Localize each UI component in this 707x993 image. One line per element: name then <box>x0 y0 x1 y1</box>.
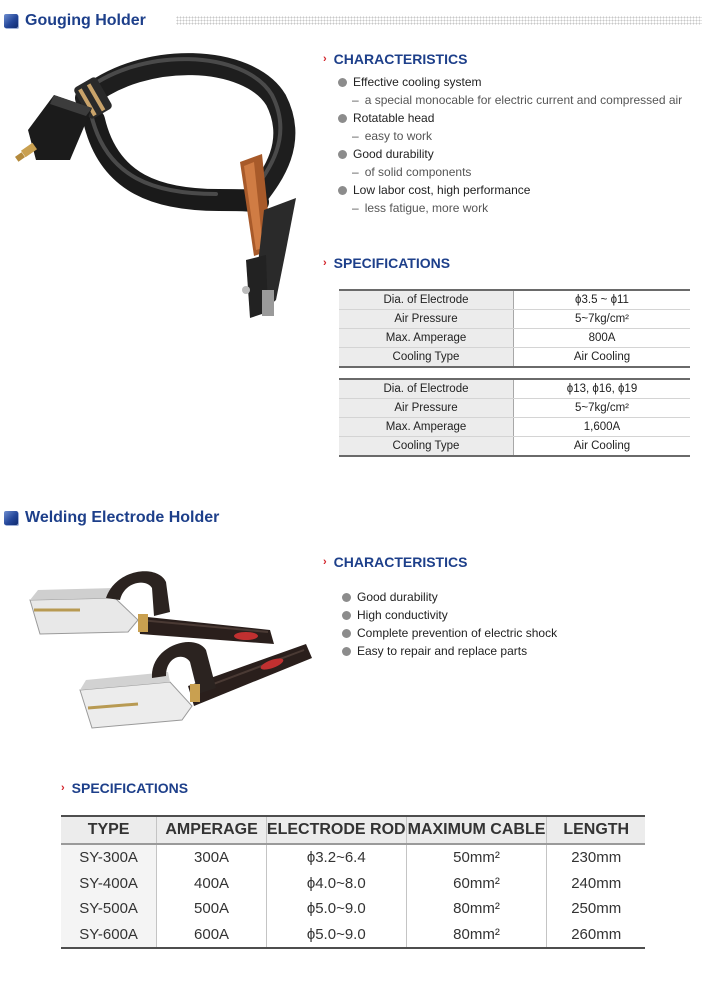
chevron-right-icon: › <box>323 556 327 568</box>
bullet-icon <box>342 593 351 602</box>
column-header: AMPERAGE <box>157 816 267 844</box>
column-header: TYPE <box>61 816 157 844</box>
bullet-icon <box>342 647 351 656</box>
welding-characteristics-list <box>342 588 557 660</box>
list-subitem: – a special monocable for electric current and compressed air <box>352 93 683 107</box>
gouging-specifications-heading: › SPECIFICATIONS <box>323 255 451 271</box>
bullet-icon <box>342 629 351 638</box>
table-row: Cooling Type Air Cooling <box>339 437 690 457</box>
list-subitem: – of solid components <box>352 165 472 179</box>
list-item: Good durability <box>342 588 557 606</box>
welding-section-header <box>0 505 219 531</box>
bullet-icon <box>338 150 347 159</box>
list-item: High conductivity <box>342 606 557 624</box>
section-bullet-icon <box>4 511 18 525</box>
list-item: Complete prevention of electric shock <box>342 624 557 642</box>
bullet-icon <box>338 114 347 123</box>
bullet-icon <box>342 611 351 620</box>
gouging-spec-table-2 <box>339 378 690 457</box>
list-item: Rotatable head <box>338 109 682 127</box>
table-row: Max. Amperage 1,600A <box>339 418 690 437</box>
chevron-right-icon: › <box>323 53 327 65</box>
gouging-characteristics-heading: › CHARACTERISTICS <box>323 51 468 67</box>
welding-characteristics-heading: › CHARACTERISTICS <box>323 554 468 570</box>
table-row: SY-600A 600A ϕ5.0~9.0 80mm² 260mm <box>61 922 645 949</box>
chevron-right-icon: › <box>323 257 327 269</box>
gouging-spec-table-1 <box>339 289 690 368</box>
table-row: Max. Amperage 800A <box>339 329 690 348</box>
list-item: Good durability <box>338 145 682 163</box>
table-row: Air Pressure 5~7kg/cm² <box>339 399 690 418</box>
section-bullet-icon <box>4 14 18 28</box>
list-item: Effective cooling system <box>338 73 682 91</box>
welding-spec-table <box>61 815 645 949</box>
list-item: Low labor cost, high performance <box>338 181 682 199</box>
table-row: SY-300A 300A ϕ3.2~6.4 50mm² 230mm <box>61 844 645 871</box>
welding-title: Welding Electrode Holder <box>25 509 220 526</box>
column-header: ELECTRODE ROD <box>266 816 406 844</box>
section-divider <box>176 16 702 25</box>
table-row: Dia. of Electrode ϕ13, ϕ16, ϕ19 <box>339 379 690 399</box>
gouging-section-header <box>0 8 146 34</box>
list-subitem: – less fatigue, more work <box>352 201 489 215</box>
table-row: SY-500A 500A ϕ5.0~9.0 80mm² 250mm <box>61 896 645 922</box>
table-row: Cooling Type Air Cooling <box>339 348 690 368</box>
chevron-right-icon: › <box>61 782 65 794</box>
gouging-title: Gouging Holder <box>25 12 146 29</box>
list-subitem: – easy to work <box>352 129 433 143</box>
bullet-icon <box>338 78 347 87</box>
table-row: Air Pressure 5~7kg/cm² <box>339 310 690 329</box>
welding-holder-image <box>20 560 320 750</box>
bullet-icon <box>338 186 347 195</box>
table-row: Dia. of Electrode ϕ3.5 ~ ϕ11 <box>339 290 690 310</box>
welding-specifications-heading: › SPECIFICATIONS <box>61 780 189 796</box>
column-header: LENGTH <box>547 816 645 844</box>
gouging-characteristics-list <box>338 73 682 217</box>
table-row: SY-400A 400A ϕ4.0~8.0 60mm² 240mm <box>61 871 645 897</box>
list-item: Easy to repair and replace parts <box>342 642 557 660</box>
table-header-row <box>61 816 645 844</box>
gouging-holder-image <box>14 50 314 340</box>
column-header: MAXIMUM CABLE <box>406 816 547 844</box>
